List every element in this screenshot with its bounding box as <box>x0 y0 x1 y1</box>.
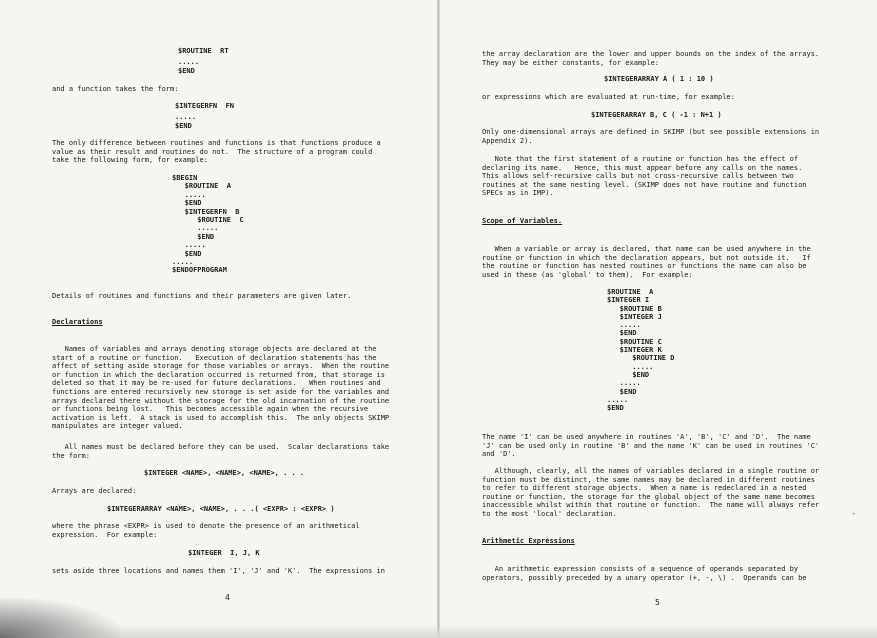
text-line: routine or function in which the declaration appears, but not outside it. If <box>482 253 811 262</box>
text-line: All names must be declared before they can be used. Scalar declarations take <box>52 443 390 451</box>
code-array-bc: $INTEGERARRAY B, C ( -1 : N+1 ) <box>591 111 722 119</box>
paragraph-name-scope <box>482 433 819 459</box>
text-line: Note that the first statement of a routine or function has the effect of <box>482 155 799 163</box>
heading-scope-of-variables: Scope of Variables. <box>482 217 563 225</box>
code-line: $ROUTINE D <box>607 354 675 363</box>
code-integer: $INTEGER <NAME>, <NAME>, <NAME>, . . . <box>144 469 305 477</box>
code-dots: ..... <box>178 58 200 66</box>
text-line: to the most 'local' declaration. <box>482 509 617 518</box>
text-line: SPECs as in IMP). <box>482 189 554 198</box>
left-page <box>0 0 437 638</box>
code-integerarray: $INTEGERARRAY <NAME>, <NAME>, . . .( <EXPR> : <EXPR> ) <box>107 505 335 513</box>
code-line: $ROUTINE C <box>607 337 662 346</box>
code-line: ..... <box>607 362 654 371</box>
text-line: declaring its name. Hence, this must appear before any calls on the names. <box>482 163 803 172</box>
text-line: value as their result and routines do not. The structure of a program could <box>52 147 373 156</box>
paragraph-one-dimensional <box>482 128 819 145</box>
paragraph-phrase <box>52 522 360 539</box>
code-line: $ROUTINE A <box>172 182 232 191</box>
text-line: function must be distinct, the same names may be declared in different routines <box>482 475 815 484</box>
text-line: An arithmetic expression consists of a sequence of operands separated by <box>482 565 799 573</box>
code-line: $ROUTINE B <box>607 304 662 313</box>
text-line: take the following form, for example: <box>52 156 208 165</box>
page-number: 5 <box>655 598 660 607</box>
text-line: and 'D'. <box>482 450 516 459</box>
text-line: the form: <box>52 451 90 460</box>
code-line: $INTEGER K <box>607 346 662 355</box>
text-line: arrays declared there without the storage for the old incarnation of the routine <box>52 396 390 405</box>
code-line: $END <box>607 404 624 413</box>
text-line: This allows self-recursive calls but not cross-recursive calls between two <box>482 172 794 181</box>
code-line: ..... <box>607 321 641 330</box>
text-line: routines at the same nesting level. (SKIMP does not have routine and function <box>482 180 807 189</box>
code-array-a: $INTEGERARRAY A ( 1 : 10 ) <box>604 75 714 83</box>
text-line: functions are entered recursively new storage is set aside for the variables and <box>52 387 390 396</box>
code-end: $END <box>178 67 195 75</box>
code-line: $INTEGER I <box>607 296 650 305</box>
text-line: They may be either constants, for example: <box>482 58 660 67</box>
code-line: ..... <box>172 224 219 233</box>
code-line: ..... <box>607 395 629 404</box>
scan-shadow <box>0 598 120 638</box>
heading-declarations: Declarations <box>52 318 103 326</box>
program-example <box>172 174 244 275</box>
code-end: $END <box>175 122 192 130</box>
paragraph-or: or expressions which are evaluated at run-time, for example: <box>482 93 735 101</box>
code-line: $END <box>172 249 202 258</box>
code-line: $ROUTINE A <box>607 288 654 296</box>
text-line: deleted so that it may be re-used for future declarations. When routines and <box>52 379 381 388</box>
code-line: $END <box>607 387 637 396</box>
page-bottom-edge <box>0 624 877 638</box>
page-number: 4 <box>225 593 230 602</box>
text-line: When a variable or array is declared, that name can be used anywhere in the <box>482 245 811 253</box>
code-line: ..... <box>172 190 206 199</box>
paragraph-note <box>482 155 807 198</box>
paragraph-bounds <box>482 50 819 67</box>
code-line: $END <box>607 370 650 379</box>
text-line: inaccessible whilst within that routine or function. The name will always refer <box>482 501 820 510</box>
code-line: $INTEGER J <box>607 312 662 321</box>
code-line: $ENDOFPROGRAM <box>172 266 227 275</box>
scope-example <box>607 288 674 412</box>
code-line: $END <box>172 232 215 241</box>
code-line: $END <box>172 199 202 208</box>
text-line: 'J' can be used only in routine 'B' and the name 'K' can be used in routines 'C' <box>482 441 820 450</box>
paragraph-all-names <box>52 443 389 460</box>
text-line: operators, possibly preceded by a unary operator (+, -, \) . Operands can be <box>482 573 807 582</box>
code-line: ..... <box>172 258 194 267</box>
paragraph-difference <box>52 139 381 165</box>
text-line: activation is left. A stack is used to accomplish this. The only objects SKIMP <box>52 413 390 422</box>
text-line: start of a routine or function. Execution of declaration statements has the <box>52 353 377 362</box>
code-dots: ..... <box>175 113 197 121</box>
code-line: ..... <box>172 241 206 250</box>
text-line: expression. For example: <box>52 530 158 539</box>
text-line: Although, clearly, all the names of variables declared in a single routine or <box>482 467 820 475</box>
paragraph-although <box>482 467 819 519</box>
paragraph-arithmetic <box>482 565 807 582</box>
text-line: affect of setting aside storage for those variables or arrays. When the routine <box>52 362 390 371</box>
text-line: The name 'I' can be used anywhere in routines 'A', 'B', 'C' and 'D'. The name <box>482 433 811 441</box>
text-line: where the phrase <EXPR> is used to denote the presence of an arithmetical <box>52 522 360 530</box>
paragraph-arrays: Arrays are declared: <box>52 487 137 495</box>
text-line: Appendix 2). <box>482 136 533 145</box>
paragraph-names <box>52 345 389 431</box>
text-line: Only one-dimensional arrays are defined in SKIMP (but see possible extensions in <box>482 128 820 136</box>
stray-mark: ˆ <box>851 513 857 523</box>
text-line: to refer to different storage objects. When a name is redeclared in a nested <box>482 484 807 493</box>
code-line: $BEGIN <box>172 174 198 182</box>
code-fn: $INTEGERFN FN <box>175 102 235 110</box>
paragraph-function: and a function takes the form: <box>52 85 179 93</box>
code-line: $END <box>607 329 637 338</box>
text-line: manipulates are integer valued. <box>52 422 183 431</box>
text-line: used in these (as 'global' to them). For example: <box>482 270 693 279</box>
text-line: or functions being lost. This becomes accessible again when the recursive <box>52 405 369 414</box>
paragraph-details: Details of routines and functions and their parameters are given later. <box>52 292 352 300</box>
heading-arithmetic-expressions: Arithmetic Expressions <box>482 537 575 545</box>
code-routine: $ROUTINE RT <box>178 47 229 55</box>
right-page <box>440 0 877 638</box>
text-line: the routine or function has nested routines or functions the name can also be <box>482 262 807 271</box>
paragraph-sets: sets aside three locations and names them 'I', 'J' and 'K'. The expressions in <box>52 567 385 575</box>
code-line: ..... <box>607 379 641 388</box>
text-line: the array declaration are the lower and upper bounds on the index of the arrays. <box>482 50 820 58</box>
text-line: routine or function, the storage for the global object of the same name becomes <box>482 492 815 501</box>
code-line: $INTEGERFN B <box>172 207 240 216</box>
code-line: $ROUTINE C <box>172 216 244 225</box>
text-line: Names of variables and arrays denoting storage objects are declared at the <box>52 345 377 353</box>
text-line: or function in which the declaration occurred is returned from, that storage is <box>52 370 385 379</box>
paragraph-when <box>482 245 811 279</box>
code-ijk: $INTEGER I, J, K <box>188 549 260 557</box>
text-line: The only difference between routines and functions is that functions produce a <box>52 139 381 147</box>
